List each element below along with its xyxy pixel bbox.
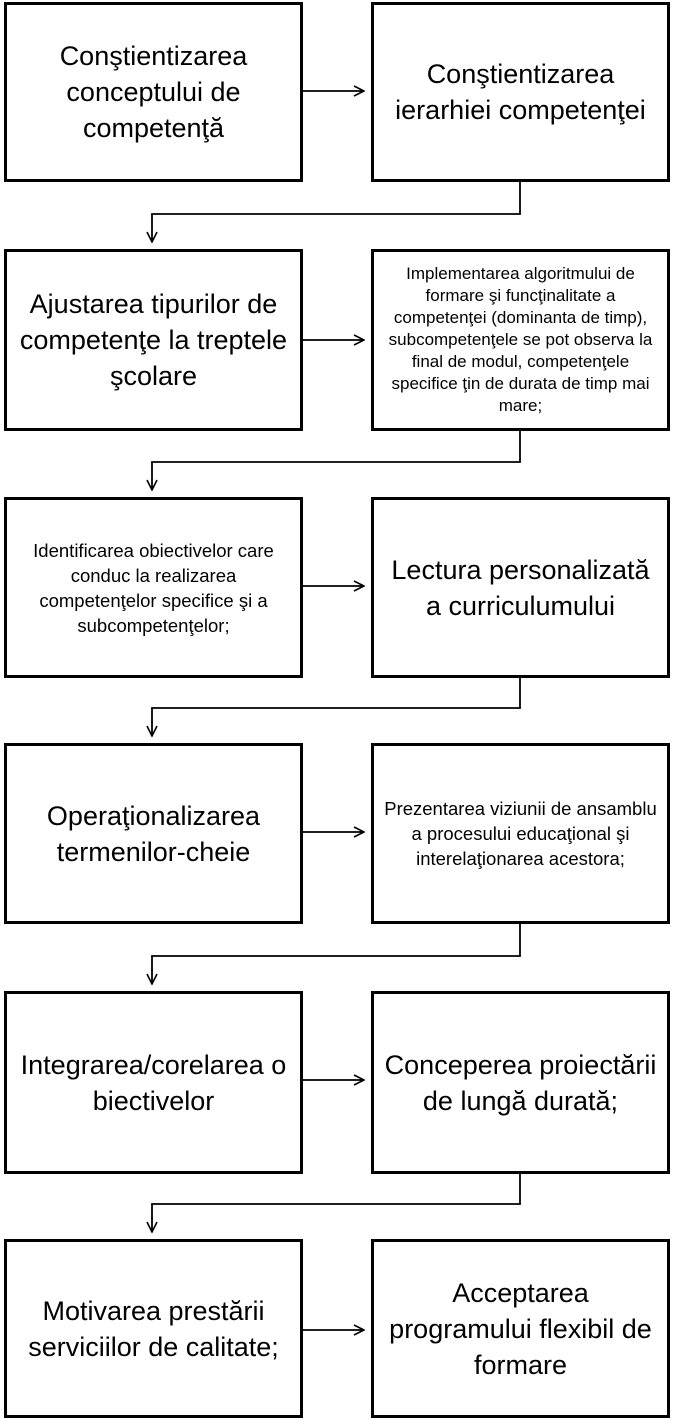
flow-step-5-text: Identificarea obiectivelor care conduc la realizarea competenţelor specifice şi a subcompetenţelor; [33, 539, 274, 636]
flow-step-2 [371, 2, 670, 182]
flow-step-3-text: Ajustarea tipurilor de competenţe la treptele şcolare [19, 289, 288, 391]
flow-step-4-text: Implementarea algoritmului de formare şi funcţinalitate a competenţei (dominanta de timp), subcompetenţele se pot observa la final de modul, competenţele specifice ţin de durata de timp mai mare; [388, 264, 653, 415]
flow-step-6-text: Lectura personalizată a curriculumului [391, 554, 650, 621]
elbow-connector-1 [152, 182, 520, 242]
flow-step-2-text: Conştientizarea ierarhiei competenţei [395, 59, 646, 125]
flow-step-8 [371, 743, 670, 924]
flow-step-12-text: Acceptarea programului flexibil de formare [389, 1277, 652, 1380]
flow-step-10 [371, 991, 670, 1174]
flow-step-1 [4, 2, 303, 182]
flow-step-9 [4, 991, 303, 1174]
flow-step-10-text: Conceperea proiectării de lungă durată; [384, 1049, 657, 1116]
flow-step-9-text: Integrarea/corelarea obiectivelor [20, 1049, 287, 1116]
elbow-connector-2 [152, 431, 520, 490]
flow-step-7 [4, 743, 303, 924]
elbow-connector-4 [152, 924, 520, 984]
flow-step-3 [4, 249, 303, 431]
flow-step-11-text: Motivarea prestării serviciilor de calitate; [28, 1295, 279, 1362]
flow-step-8-text: Prezentarea viziunii de ansamblu a procesului educaţional şi interelaţionarea acestora; [384, 798, 657, 869]
flow-step-5 [4, 497, 303, 678]
flow-step-4 [371, 249, 670, 431]
elbow-connector-5 [152, 1174, 520, 1232]
flow-step-7-text: Operaţionalizarea termenilor-cheie [46, 800, 261, 867]
flow-step-6 [371, 497, 670, 678]
elbow-connector-3 [152, 678, 520, 736]
flow-step-1-text: Conştientizarea conceptului de competenţă [59, 41, 248, 143]
flow-step-12 [371, 1239, 670, 1418]
flow-step-11 [4, 1239, 303, 1418]
